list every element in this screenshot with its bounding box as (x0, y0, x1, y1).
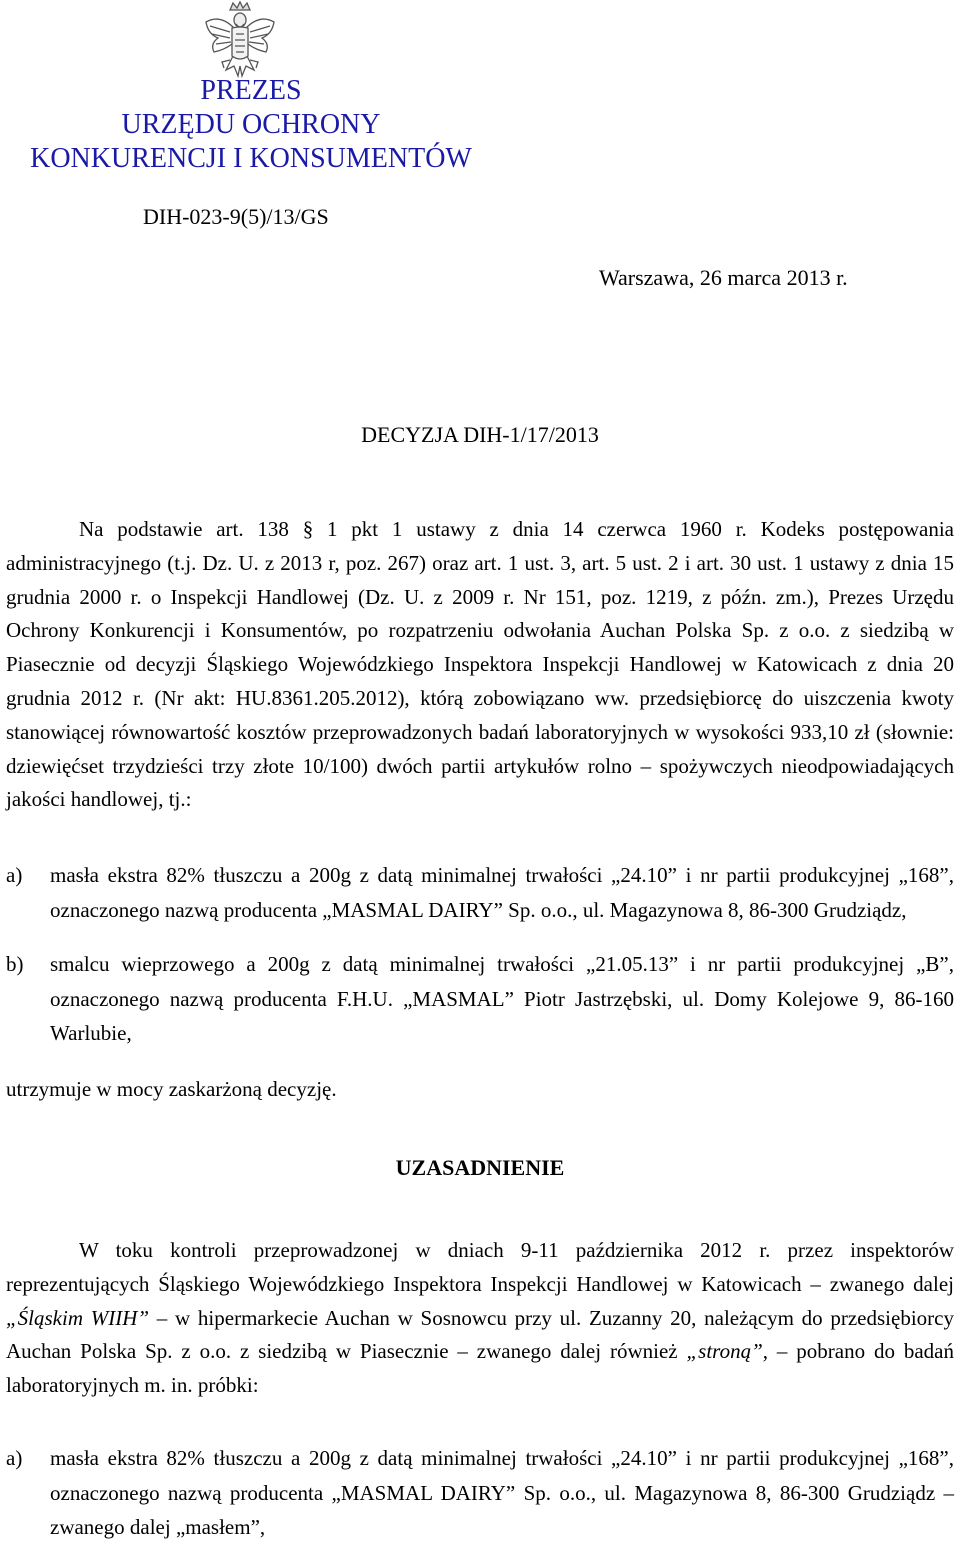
header-line-1: PREZES (200, 75, 302, 106)
list-item (6, 1441, 954, 1545)
header-line-3: KONKURENCJI I KONSUMENTÓW (30, 143, 472, 174)
list-marker: a) (6, 1446, 23, 1470)
polish-eagle-emblem-icon (200, 0, 280, 84)
justification-text-3: , – pobrano do badań laboratoryjnych m. in. próbki: (6, 1339, 954, 1398)
reference-number: DIH-023-9(5)/13/GS (143, 204, 329, 229)
list-item-text: masła ekstra 82% tłuszczu a 200g z datą minimalnej trwałości „24.10” i nr partii produkcyjnej „168”, oznaczonego nazwą producenta „MASMAL DAIRY” Sp. o.o., ul. Magazynowa 8, 86-300 Grudziądz – zwanego dalej „masłem”, (50, 1446, 954, 1539)
decision-title: DECYZJA DIH-1/17/2013 (361, 422, 599, 447)
list-item-text: smalcu wieprzowego a 200g z datą minimalnej trwałości „21.05.13” i nr partii produkcyjnej „B”, oznaczonego nazwą producenta F.H.U. „MASMAL” Piotr Jastrzębski, ul. Domy Kolejowe 9, 86-160 Warlubie, (50, 952, 954, 1045)
legal-basis-text: Na podstawie art. 138 § 1 pkt 1 ustawy z dnia 14 czerwca 1960 r. Kodeks postępowania administracyjnego (t.j. Dz. U. z 2013 r, poz. 267) oraz art. 1 ust. 3, art. 5 ust. 2 i art. 30 ust. 1 ustawy z dnia 15 grudnia 2000 r. o Inspekcji Handlowej (Dz. U. z 2009 r. Nr 151, poz. 1219, z późn. zm.), Prezes Urzędu Ochrony Konkurencji i Konsumentów, po rozpatrzeniu odwołania Auchan Polska Sp. z o.o. z siedzibą w Piasecznie od decyzji Śląskiego Wojewódzkiego Inspektora Inspekcji Handlowej w Katowicach z dnia 20 grudnia 2012 r. (Nr akt: HU.8361.205.2012), którą zobowiązano ww. przedsiębiorcę do uiszczenia kwoty stanowiącej równowartość kosztów przeprowadzonych badań laboratoryjnych w wysokości 933,10 zł (słownie: dziewięćset trzydzieści trzy złote 10/100) dwóch partii artykułów rolno – spożywczych nieodpowiadających jakości handlowej, tj.: (6, 517, 954, 812)
list-marker: b) (6, 952, 24, 976)
term-strona: „stroną” (686, 1339, 763, 1364)
term-slaskim-wiih: „Śląskim WIIH” (6, 1305, 150, 1330)
justification-text-1: W toku kontroli przeprowadzonej w dniach 9-11 października 2012 r. przez inspektorów reprezentujących Śląskiego Wojewódzkiego Inspektora Inspekcji Handlowej w Katowicach – zwanego dalej (6, 1238, 954, 1296)
legal-basis-paragraph (6, 513, 954, 817)
justification-title: UZASADNIENIE (395, 1155, 565, 1180)
decision-closing: utrzymuje w mocy zaskarżoną decyzję. (6, 1077, 337, 1101)
list-marker: a) (6, 863, 23, 887)
issuer-header (6, 74, 496, 176)
header-line-2: URZĘDU OCHRONY (121, 109, 381, 140)
justification-paragraph (6, 1234, 954, 1403)
document-date: Warszawa, 26 marca 2013 r. (599, 265, 848, 290)
justification-text-2: – w hipermarkecie Auchan w Sosnowcu przy ul. Zuzanny 20, należącym do przedsiębiorcy Auchan Polska Sp. z o.o. z siedzibą w Piasecznie – zwanego dalej również (6, 1305, 954, 1364)
list-item (6, 858, 954, 927)
list-item (6, 947, 954, 1051)
product-list (6, 858, 954, 1051)
sample-list (6, 1441, 954, 1545)
eagle-emblem-svg (200, 0, 280, 84)
list-item-text: masła ekstra 82% tłuszczu a 200g z datą minimalnej trwałości „24.10” i nr partii produkcyjnej „168”, oznaczonego nazwą producenta „MASMAL DAIRY” Sp. o.o., ul. Magazynowa 8, 86-300 Grudziądz, (50, 863, 954, 922)
